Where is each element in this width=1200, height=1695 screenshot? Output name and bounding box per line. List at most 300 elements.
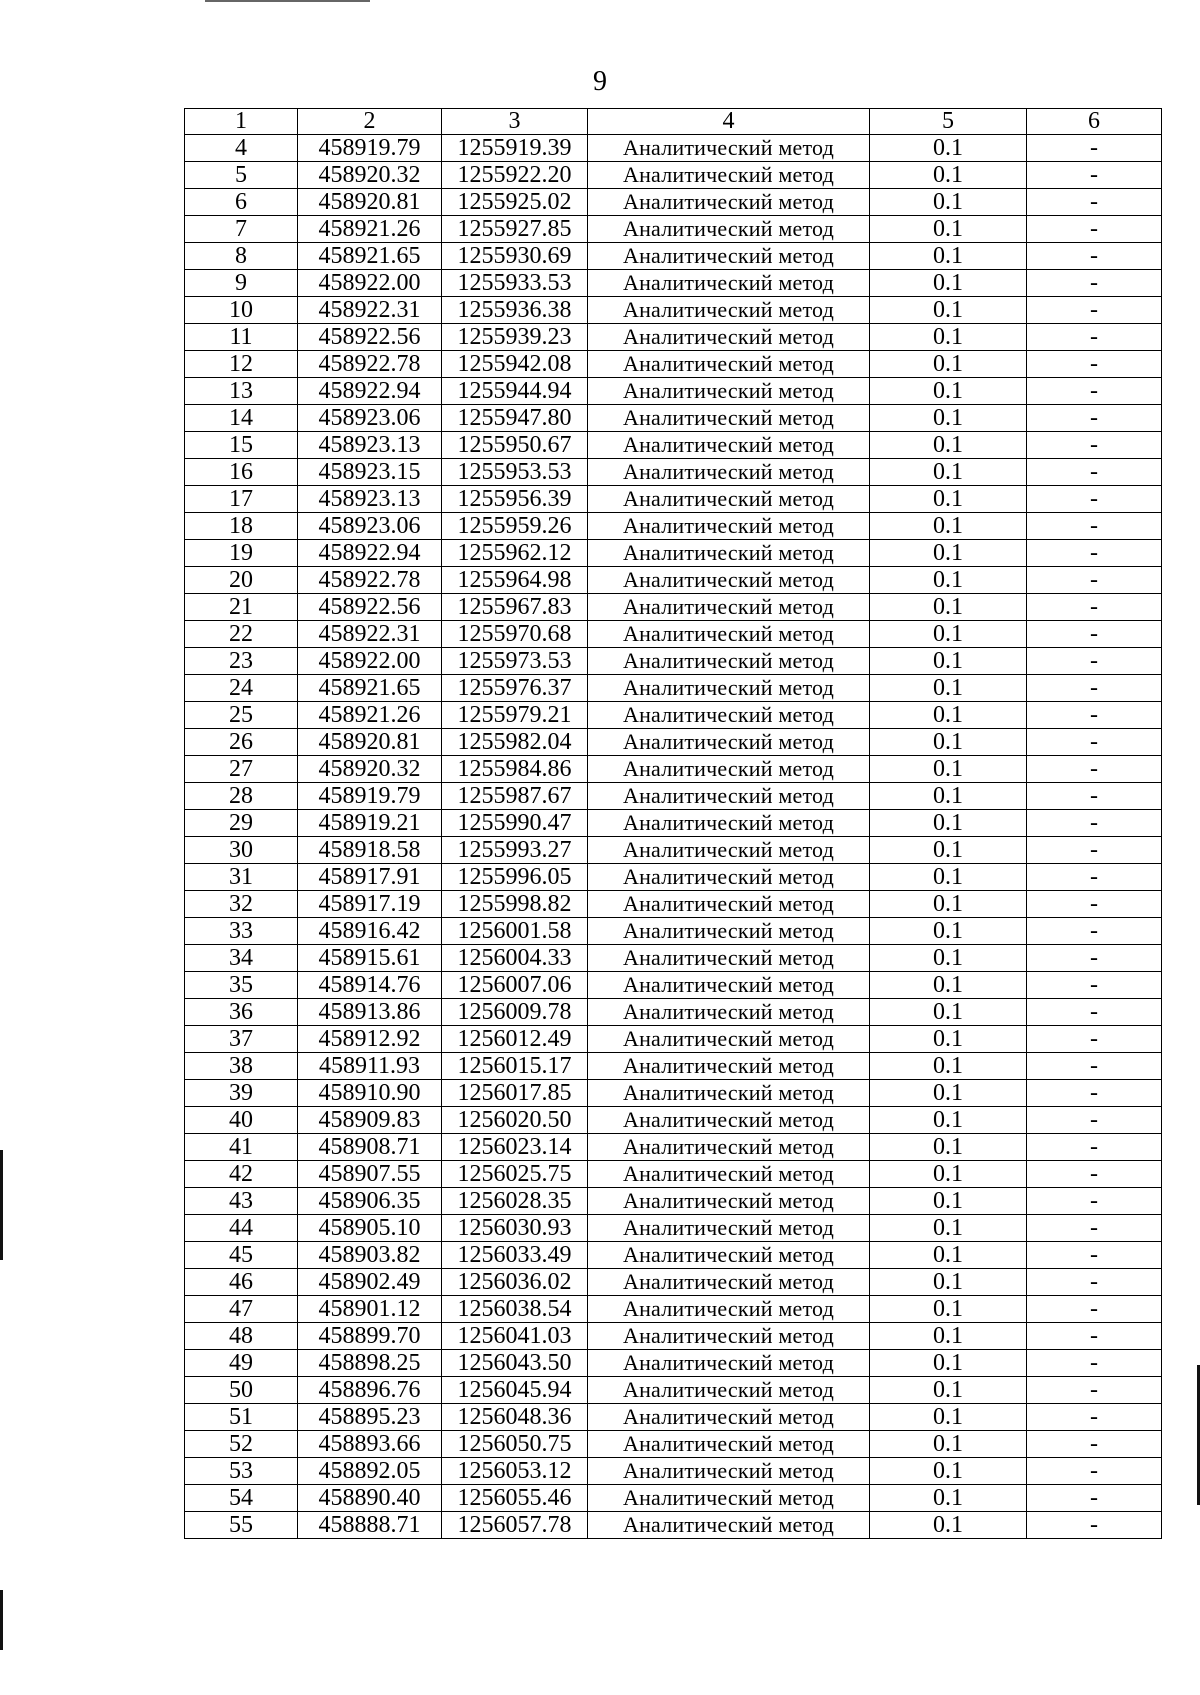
table-row [185, 405, 1162, 432]
cell-note: - [1027, 1053, 1162, 1080]
cell-y-coordinate: 1255947.80 [442, 405, 588, 432]
cell-note: - [1027, 918, 1162, 945]
table-row [185, 486, 1162, 513]
cell-y-coordinate: 1255964.98 [442, 567, 588, 594]
cell-note: - [1027, 783, 1162, 810]
cell-method: Аналитический метод [588, 1296, 870, 1323]
table-row [185, 1323, 1162, 1350]
cell-y-coordinate: 1255987.67 [442, 783, 588, 810]
header-cell-6: 6 [1027, 109, 1162, 135]
cell-x-coordinate: 458922.31 [298, 297, 442, 324]
cell-accuracy: 0.1 [870, 459, 1027, 486]
cell-method: Аналитический метод [588, 270, 870, 297]
cell-note: - [1027, 594, 1162, 621]
page-number: 9 [593, 66, 607, 97]
cell-method: Аналитический метод [588, 162, 870, 189]
cell-y-coordinate: 1256048.36 [442, 1404, 588, 1431]
cell-note: - [1027, 1134, 1162, 1161]
cell-point-number: 45 [185, 1242, 298, 1269]
cell-accuracy: 0.1 [870, 567, 1027, 594]
cell-point-number: 23 [185, 648, 298, 675]
cell-x-coordinate: 458920.32 [298, 756, 442, 783]
cell-method: Аналитический метод [588, 1431, 870, 1458]
cell-point-number: 32 [185, 891, 298, 918]
cell-method: Аналитический метод [588, 1323, 870, 1350]
cell-accuracy: 0.1 [870, 810, 1027, 837]
table-row [185, 1431, 1162, 1458]
cell-point-number: 30 [185, 837, 298, 864]
cell-y-coordinate: 1256030.93 [442, 1215, 588, 1242]
cell-y-coordinate: 1255979.21 [442, 702, 588, 729]
header-cell-3: 3 [442, 109, 588, 135]
cell-note: - [1027, 459, 1162, 486]
cell-accuracy: 0.1 [870, 1350, 1027, 1377]
cell-method: Аналитический метод [588, 1161, 870, 1188]
cell-method: Аналитический метод [588, 648, 870, 675]
cell-point-number: 48 [185, 1323, 298, 1350]
cell-note: - [1027, 837, 1162, 864]
table-row [185, 675, 1162, 702]
cell-point-number: 37 [185, 1026, 298, 1053]
cell-point-number: 41 [185, 1134, 298, 1161]
cell-accuracy: 0.1 [870, 702, 1027, 729]
cell-y-coordinate: 1255962.12 [442, 540, 588, 567]
table-row [185, 756, 1162, 783]
table-row [185, 999, 1162, 1026]
cell-x-coordinate: 458922.31 [298, 621, 442, 648]
cell-y-coordinate: 1256033.49 [442, 1242, 588, 1269]
scan-edge-mark [0, 1150, 3, 1260]
table-row [185, 1458, 1162, 1485]
cell-note: - [1027, 1107, 1162, 1134]
cell-point-number: 47 [185, 1296, 298, 1323]
cell-method: Аналитический метод [588, 1242, 870, 1269]
table-row [185, 162, 1162, 189]
cell-point-number: 35 [185, 972, 298, 999]
cell-method: Аналитический метод [588, 972, 870, 999]
cell-accuracy: 0.1 [870, 1134, 1027, 1161]
cell-x-coordinate: 458922.00 [298, 648, 442, 675]
cell-point-number: 5 [185, 162, 298, 189]
cell-x-coordinate: 458898.25 [298, 1350, 442, 1377]
cell-x-coordinate: 458920.81 [298, 729, 442, 756]
cell-note: - [1027, 270, 1162, 297]
table-row [185, 1242, 1162, 1269]
table-row [185, 1080, 1162, 1107]
cell-point-number: 34 [185, 945, 298, 972]
cell-note: - [1027, 729, 1162, 756]
cell-method: Аналитический метод [588, 459, 870, 486]
cell-method: Аналитический метод [588, 945, 870, 972]
scan-edge-mark [0, 1590, 3, 1650]
cell-point-number: 33 [185, 918, 298, 945]
cell-accuracy: 0.1 [870, 432, 1027, 459]
cell-point-number: 20 [185, 567, 298, 594]
cell-note: - [1027, 1323, 1162, 1350]
cell-y-coordinate: 1256050.75 [442, 1431, 588, 1458]
cell-x-coordinate: 458922.94 [298, 540, 442, 567]
cell-method: Аналитический метод [588, 378, 870, 405]
cell-point-number: 12 [185, 351, 298, 378]
table-row [185, 810, 1162, 837]
cell-point-number: 29 [185, 810, 298, 837]
cell-note: - [1027, 324, 1162, 351]
header-cell-2: 2 [298, 109, 442, 135]
cell-point-number: 18 [185, 513, 298, 540]
cell-accuracy: 0.1 [870, 162, 1027, 189]
cell-y-coordinate: 1256041.03 [442, 1323, 588, 1350]
cell-method: Аналитический метод [588, 1134, 870, 1161]
cell-x-coordinate: 458895.23 [298, 1404, 442, 1431]
cell-y-coordinate: 1256017.85 [442, 1080, 588, 1107]
table-row [185, 918, 1162, 945]
cell-accuracy: 0.1 [870, 945, 1027, 972]
cell-note: - [1027, 1350, 1162, 1377]
cell-x-coordinate: 458921.26 [298, 216, 442, 243]
cell-accuracy: 0.1 [870, 1269, 1027, 1296]
cell-point-number: 7 [185, 216, 298, 243]
table-row [185, 1215, 1162, 1242]
cell-method: Аналитический метод [588, 297, 870, 324]
cell-point-number: 40 [185, 1107, 298, 1134]
cell-method: Аналитический метод [588, 891, 870, 918]
cell-note: - [1027, 756, 1162, 783]
cell-note: - [1027, 1161, 1162, 1188]
cell-y-coordinate: 1255942.08 [442, 351, 588, 378]
table-row [185, 1296, 1162, 1323]
cell-y-coordinate: 1256053.12 [442, 1458, 588, 1485]
cell-point-number: 49 [185, 1350, 298, 1377]
cell-note: - [1027, 810, 1162, 837]
table-row [185, 432, 1162, 459]
table-row [185, 1269, 1162, 1296]
cell-accuracy: 0.1 [870, 1242, 1027, 1269]
cell-accuracy: 0.1 [870, 1215, 1027, 1242]
cell-y-coordinate: 1255925.02 [442, 189, 588, 216]
table-row [185, 270, 1162, 297]
cell-y-coordinate: 1255984.86 [442, 756, 588, 783]
cell-y-coordinate: 1255944.94 [442, 378, 588, 405]
table-row [185, 1377, 1162, 1404]
cell-accuracy: 0.1 [870, 1485, 1027, 1512]
header-cell-5: 5 [870, 109, 1027, 135]
cell-accuracy: 0.1 [870, 729, 1027, 756]
cell-x-coordinate: 458890.40 [298, 1485, 442, 1512]
cell-point-number: 44 [185, 1215, 298, 1242]
cell-method: Аналитический метод [588, 243, 870, 270]
cell-accuracy: 0.1 [870, 756, 1027, 783]
cell-accuracy: 0.1 [870, 216, 1027, 243]
cell-y-coordinate: 1256020.50 [442, 1107, 588, 1134]
table-row [185, 1053, 1162, 1080]
table-row [185, 648, 1162, 675]
table-row [185, 1107, 1162, 1134]
cell-accuracy: 0.1 [870, 486, 1027, 513]
table-row [185, 1161, 1162, 1188]
cell-note: - [1027, 972, 1162, 999]
cell-method: Аналитический метод [588, 621, 870, 648]
cell-note: - [1027, 216, 1162, 243]
cell-point-number: 4 [185, 135, 298, 162]
cell-y-coordinate: 1255950.67 [442, 432, 588, 459]
cell-x-coordinate: 458906.35 [298, 1188, 442, 1215]
cell-y-coordinate: 1255922.20 [442, 162, 588, 189]
cell-y-coordinate: 1256007.06 [442, 972, 588, 999]
cell-note: - [1027, 540, 1162, 567]
cell-note: - [1027, 1512, 1162, 1539]
cell-note: - [1027, 999, 1162, 1026]
scan-top-line [205, 0, 370, 2]
cell-note: - [1027, 1188, 1162, 1215]
cell-note: - [1027, 1377, 1162, 1404]
table-row [185, 216, 1162, 243]
cell-note: - [1027, 378, 1162, 405]
cell-method: Аналитический метод [588, 405, 870, 432]
cell-accuracy: 0.1 [870, 1431, 1027, 1458]
cell-method: Аналитический метод [588, 702, 870, 729]
cell-y-coordinate: 1255933.53 [442, 270, 588, 297]
cell-y-coordinate: 1256055.46 [442, 1485, 588, 1512]
cell-y-coordinate: 1255927.85 [442, 216, 588, 243]
cell-note: - [1027, 945, 1162, 972]
cell-y-coordinate: 1255930.69 [442, 243, 588, 270]
cell-x-coordinate: 458922.00 [298, 270, 442, 297]
cell-note: - [1027, 243, 1162, 270]
cell-method: Аналитический метод [588, 1215, 870, 1242]
table-row [185, 567, 1162, 594]
cell-method: Аналитический метод [588, 540, 870, 567]
cell-x-coordinate: 458923.13 [298, 486, 442, 513]
cell-accuracy: 0.1 [870, 1080, 1027, 1107]
cell-accuracy: 0.1 [870, 675, 1027, 702]
cell-x-coordinate: 458901.12 [298, 1296, 442, 1323]
table-row [185, 972, 1162, 999]
cell-method: Аналитический метод [588, 756, 870, 783]
cell-point-number: 6 [185, 189, 298, 216]
cell-note: - [1027, 1485, 1162, 1512]
cell-note: - [1027, 648, 1162, 675]
cell-accuracy: 0.1 [870, 621, 1027, 648]
table-header-row [185, 109, 1162, 135]
cell-y-coordinate: 1256004.33 [442, 945, 588, 972]
cell-x-coordinate: 458923.06 [298, 405, 442, 432]
cell-note: - [1027, 567, 1162, 594]
cell-method: Аналитический метод [588, 1269, 870, 1296]
cell-accuracy: 0.1 [870, 1512, 1027, 1539]
table-row [185, 783, 1162, 810]
cell-method: Аналитический метод [588, 486, 870, 513]
cell-method: Аналитический метод [588, 1053, 870, 1080]
cell-method: Аналитический метод [588, 1026, 870, 1053]
table-row [185, 1026, 1162, 1053]
cell-x-coordinate: 458893.66 [298, 1431, 442, 1458]
cell-note: - [1027, 189, 1162, 216]
cell-x-coordinate: 458919.79 [298, 783, 442, 810]
cell-point-number: 52 [185, 1431, 298, 1458]
cell-y-coordinate: 1255967.83 [442, 594, 588, 621]
cell-x-coordinate: 458920.81 [298, 189, 442, 216]
cell-point-number: 8 [185, 243, 298, 270]
cell-accuracy: 0.1 [870, 1404, 1027, 1431]
cell-y-coordinate: 1255953.53 [442, 459, 588, 486]
cell-x-coordinate: 458910.90 [298, 1080, 442, 1107]
table-row [185, 1485, 1162, 1512]
header-cell-4: 4 [588, 109, 870, 135]
cell-method: Аналитический метод [588, 918, 870, 945]
cell-x-coordinate: 458922.56 [298, 324, 442, 351]
cell-x-coordinate: 458922.94 [298, 378, 442, 405]
cell-accuracy: 0.1 [870, 891, 1027, 918]
cell-accuracy: 0.1 [870, 189, 1027, 216]
cell-x-coordinate: 458921.65 [298, 243, 442, 270]
cell-note: - [1027, 891, 1162, 918]
cell-x-coordinate: 458915.61 [298, 945, 442, 972]
cell-accuracy: 0.1 [870, 135, 1027, 162]
cell-note: - [1027, 621, 1162, 648]
cell-x-coordinate: 458911.93 [298, 1053, 442, 1080]
cell-method: Аналитический метод [588, 864, 870, 891]
cell-note: - [1027, 1080, 1162, 1107]
cell-x-coordinate: 458888.71 [298, 1512, 442, 1539]
table-row [185, 324, 1162, 351]
cell-y-coordinate: 1256015.17 [442, 1053, 588, 1080]
table-row [185, 729, 1162, 756]
cell-accuracy: 0.1 [870, 1296, 1027, 1323]
cell-accuracy: 0.1 [870, 405, 1027, 432]
table-row [185, 1404, 1162, 1431]
cell-accuracy: 0.1 [870, 999, 1027, 1026]
cell-point-number: 25 [185, 702, 298, 729]
cell-y-coordinate: 1256012.49 [442, 1026, 588, 1053]
cell-point-number: 39 [185, 1080, 298, 1107]
cell-y-coordinate: 1256036.02 [442, 1269, 588, 1296]
table-row [185, 1188, 1162, 1215]
cell-y-coordinate: 1255996.05 [442, 864, 588, 891]
cell-x-coordinate: 458920.32 [298, 162, 442, 189]
cell-method: Аналитический метод [588, 432, 870, 459]
cell-accuracy: 0.1 [870, 594, 1027, 621]
cell-method: Аналитический метод [588, 810, 870, 837]
cell-accuracy: 0.1 [870, 1458, 1027, 1485]
cell-y-coordinate: 1256057.78 [442, 1512, 588, 1539]
cell-accuracy: 0.1 [870, 864, 1027, 891]
cell-y-coordinate: 1255956.39 [442, 486, 588, 513]
table-row [185, 891, 1162, 918]
cell-x-coordinate: 458909.83 [298, 1107, 442, 1134]
cell-y-coordinate: 1255998.82 [442, 891, 588, 918]
cell-method: Аналитический метод [588, 135, 870, 162]
cell-point-number: 24 [185, 675, 298, 702]
cell-point-number: 27 [185, 756, 298, 783]
cell-x-coordinate: 458923.06 [298, 513, 442, 540]
table-row [185, 1350, 1162, 1377]
cell-x-coordinate: 458908.71 [298, 1134, 442, 1161]
cell-accuracy: 0.1 [870, 270, 1027, 297]
cell-method: Аналитический метод [588, 216, 870, 243]
cell-accuracy: 0.1 [870, 837, 1027, 864]
cell-accuracy: 0.1 [870, 1323, 1027, 1350]
cell-x-coordinate: 458902.49 [298, 1269, 442, 1296]
table-row [185, 513, 1162, 540]
cell-x-coordinate: 458905.10 [298, 1215, 442, 1242]
cell-x-coordinate: 458916.42 [298, 918, 442, 945]
table-row [185, 540, 1162, 567]
cell-y-coordinate: 1256043.50 [442, 1350, 588, 1377]
cell-x-coordinate: 458892.05 [298, 1458, 442, 1485]
cell-point-number: 38 [185, 1053, 298, 1080]
cell-y-coordinate: 1255939.23 [442, 324, 588, 351]
cell-method: Аналитический метод [588, 594, 870, 621]
cell-point-number: 19 [185, 540, 298, 567]
cell-x-coordinate: 458923.15 [298, 459, 442, 486]
table-row [185, 702, 1162, 729]
cell-point-number: 31 [185, 864, 298, 891]
cell-point-number: 51 [185, 1404, 298, 1431]
cell-note: - [1027, 513, 1162, 540]
cell-method: Аналитический метод [588, 837, 870, 864]
cell-accuracy: 0.1 [870, 783, 1027, 810]
cell-accuracy: 0.1 [870, 1161, 1027, 1188]
cell-accuracy: 0.1 [870, 1188, 1027, 1215]
cell-accuracy: 0.1 [870, 1026, 1027, 1053]
cell-point-number: 17 [185, 486, 298, 513]
cell-point-number: 14 [185, 405, 298, 432]
cell-point-number: 42 [185, 1161, 298, 1188]
cell-method: Аналитический метод [588, 1080, 870, 1107]
cell-note: - [1027, 432, 1162, 459]
cell-point-number: 9 [185, 270, 298, 297]
cell-method: Аналитический метод [588, 513, 870, 540]
cell-y-coordinate: 1255970.68 [442, 621, 588, 648]
cell-method: Аналитический метод [588, 1512, 870, 1539]
table-row [185, 459, 1162, 486]
cell-point-number: 13 [185, 378, 298, 405]
cell-point-number: 36 [185, 999, 298, 1026]
cell-method: Аналитический метод [588, 729, 870, 756]
cell-x-coordinate: 458903.82 [298, 1242, 442, 1269]
cell-accuracy: 0.1 [870, 513, 1027, 540]
table-row [185, 594, 1162, 621]
cell-x-coordinate: 458923.13 [298, 432, 442, 459]
cell-y-coordinate: 1255936.38 [442, 297, 588, 324]
cell-x-coordinate: 458914.76 [298, 972, 442, 999]
table-body [185, 135, 1162, 1539]
cell-note: - [1027, 486, 1162, 513]
cell-accuracy: 0.1 [870, 297, 1027, 324]
cell-accuracy: 0.1 [870, 1107, 1027, 1134]
coordinates-table [184, 108, 1162, 1539]
cell-note: - [1027, 702, 1162, 729]
cell-point-number: 15 [185, 432, 298, 459]
cell-point-number: 46 [185, 1269, 298, 1296]
cell-x-coordinate: 458921.65 [298, 675, 442, 702]
cell-accuracy: 0.1 [870, 540, 1027, 567]
cell-note: - [1027, 1242, 1162, 1269]
cell-note: - [1027, 297, 1162, 324]
cell-y-coordinate: 1255982.04 [442, 729, 588, 756]
table-row [185, 378, 1162, 405]
cell-note: - [1027, 675, 1162, 702]
cell-accuracy: 0.1 [870, 1377, 1027, 1404]
cell-note: - [1027, 1215, 1162, 1242]
cell-note: - [1027, 1404, 1162, 1431]
cell-accuracy: 0.1 [870, 351, 1027, 378]
cell-y-coordinate: 1256001.58 [442, 918, 588, 945]
cell-point-number: 16 [185, 459, 298, 486]
cell-method: Аналитический метод [588, 567, 870, 594]
cell-point-number: 22 [185, 621, 298, 648]
cell-y-coordinate: 1256028.35 [442, 1188, 588, 1215]
